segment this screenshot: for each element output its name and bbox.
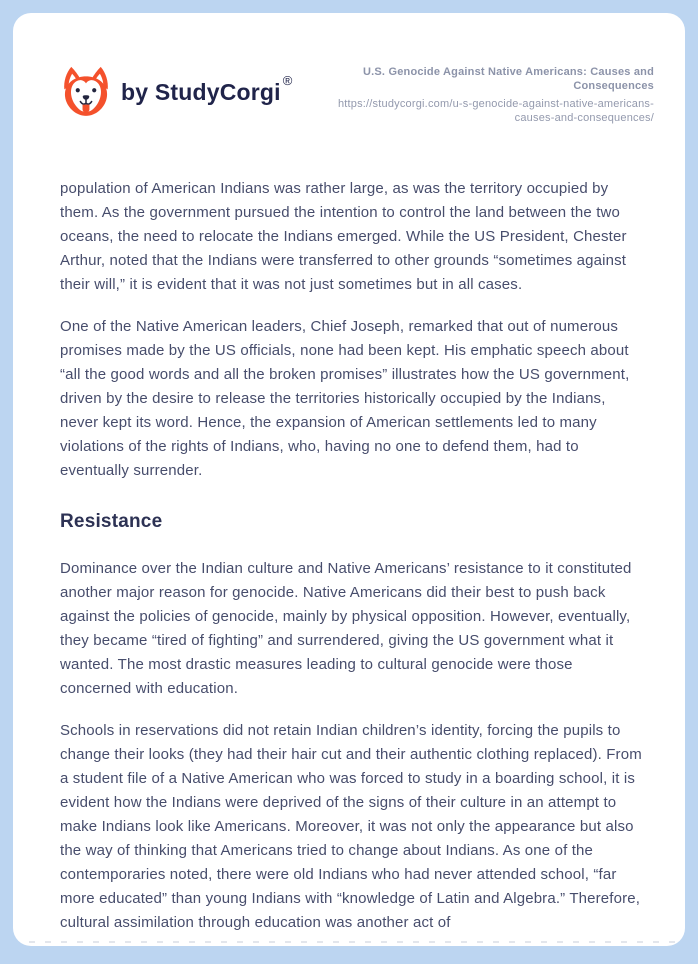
document-card	[13, 13, 685, 946]
page-break-divider	[13, 941, 685, 943]
document-title: U.S. Genocide Against Native Americans: Causes and Consequences	[363, 66, 654, 92]
paragraph: Schools in reservations did not retain Indian children’s identity, forcing the pupils to change their looks (they had their hair cut and their authentic clothing replaced). From a student file of a Native American who was forced to study in a boarding school, it is evident how the Indians were deprived of the signs of their culture in an attempt to make Indians look like Americans. Moreover, it was not only the appearance but also the way of thinking that Americans tried to change about Indians. As one of the contemporaries noted, there were old Indians who had never attended school, “far more educated” than young Indians with “knowledge of Latin and Algebra.” Therefore, cultural assimilation through education was another act of	[60, 722, 642, 931]
document-header	[60, 65, 654, 125]
page-background	[0, 13, 698, 964]
paragraph: One of the Native American leaders, Chief Joseph, remarked that out of numerous promises made by the US officials, none had been kept. His emphatic speech about “all the good words and all the broken promises” illustrates how the US government, driven by the desire to release the territories historically occupied by the Indians, never kept its word. Hence, the expansion of American settlements led to many violations of the rights of Indians, who, having no one to defend them, had to eventually surrender.	[60, 318, 630, 479]
corgi-icon	[60, 65, 112, 119]
document-url-link[interactable]: https://studycorgi.com/u-s-genocide-against-native-americans-causes-and-consequences/	[337, 98, 654, 124]
brand-name: by StudyCorgi ®	[121, 72, 293, 105]
paragraph: population of American Indians was rather large, as was the territory occupied by them. As the government pursued the intention to control the land between the two oceans, the need to relocate the Indians emerged. While the US President, Chester Arthur, noted that the Indians were transferred to other grounds “sometimes against their will,” it is evident that it was not just sometimes but in all cases.	[60, 180, 627, 293]
document-title-block	[318, 65, 654, 125]
article-body	[60, 177, 654, 935]
section-heading-resistance: Resistance	[60, 511, 163, 532]
registered-trademark-icon: ®	[282, 72, 293, 88]
paragraph: Dominance over the Indian culture and Native Americans’ resistance to it constituted another major reason for genocide. Native Americans did their best to push back against the policies of genocide, mainly by physical opposition. However, eventually, they became “tired of fighting” and surrendered, giving the US government what it wanted. The most drastic measures leading to cultural genocide were those concerned with education.	[60, 560, 632, 697]
studycorgi-logo[interactable]	[60, 65, 293, 119]
